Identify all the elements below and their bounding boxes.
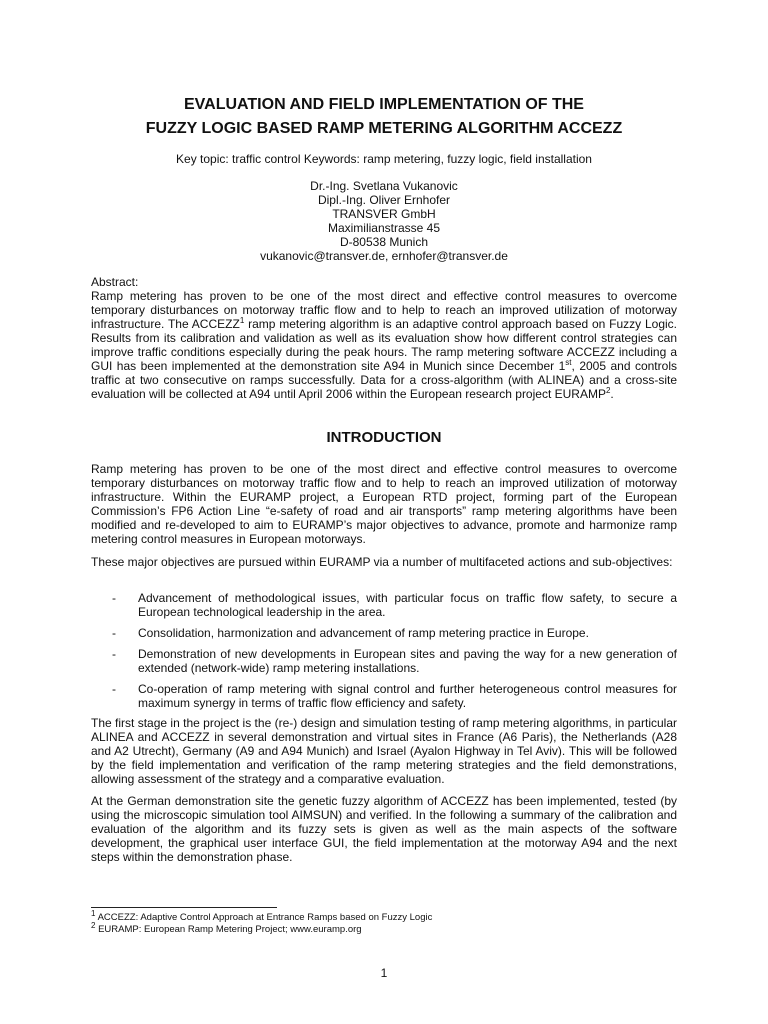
bullet-dash: -: [112, 682, 116, 696]
footnote-ref-1: 1: [239, 316, 245, 325]
intro-paragraph-2: These major objectives are pursued within EURAMP via a number of multifaceted actions and sub-objectives:: [91, 555, 673, 569]
bullet-text: Consolidation, harmonization and advancement of ramp metering practice in Europe.: [138, 626, 589, 640]
author-emails: vukanovic@transver.de, ernhofer@transver.de: [260, 249, 508, 263]
author-name: Dipl.-Ing. Oliver Ernhofer: [317, 193, 451, 207]
ordinal-suffix: st: [565, 358, 572, 367]
bullet-text: Co-operation of ramp metering with signal control and further heterogeneous control measures for maximum synergy in terms of traffic flow efficiency and safety.: [138, 682, 677, 710]
page-number: 1: [380, 966, 388, 980]
footnote-1: $^1$ ACCEZZ: Adaptive Control Approach at Entrance Ramps based on Fuzzy Logic: [91, 908, 433, 923]
bullet-dash: -: [112, 626, 116, 640]
intro-paragraph-4: At the German demonstration site the genetic fuzzy algorithm of ACCEZZ has been implemented, tested (by using the microscopic simulation tool AIMSUN) and verified. In the following a summary of the calibration and evaluation of the algorithm and its fuzzy sets is given as well as the main aspects of the software development, the graphical user interface GUI, the field implementation at the motorway A94 and the next steps within the demonstration phase.: [91, 794, 677, 864]
section-heading-introduction: INTRODUCTION: [326, 429, 442, 446]
footnote-separator: [91, 907, 277, 908]
abstract-label: Abstract:: [91, 275, 139, 289]
footnote-2: $^2$ EURAMP: European Ramp Metering Project; www.euramp.org: [91, 920, 362, 935]
affiliation: TRANSVER GmbH: [332, 207, 436, 221]
intro-paragraph-3: The first stage in the project is the (re-) design and simulation testing of ramp metering algorithms, in particular ALINEA and ACCEZZ in several demonstration and virtual sites in France (A6 Paris), the Netherlands (A28 and A2 Utrecht), Germany (A9 and A94 Munich) and Israel (Ayalon Highway in Tel Aviv). This will be followed by the field implementation and verification of the ramp metering strategies and the field demonstrations, allowing assessment of the strategy and a comparative evaluation.: [91, 716, 677, 786]
bullet-dash: -: [112, 647, 116, 661]
footnote-ref-2: 2: [605, 386, 611, 395]
address-street: Maximilianstrasse 45: [327, 221, 441, 235]
author-name: Dr.-Ing. Svetlana Vukanovic: [310, 179, 458, 193]
abstract-text: Ramp metering has proven to be one of the most direct and effective control measures to overcome temporary disturbances on motorway traffic flow and to help to reach an improved utilization of motorway infrastructure. The ACCEZZ$^1$ ramp metering algorithm is an adaptive control approach based on Fuzzy Logic. Results from its calibration and validation as well as its evaluation show how different control strategies can improve traffic conditions especially during the peak hours. The ramp metering software ACCEZZ including a GUI has been implemented at the demonstration site A94 in Munich since December 1st, 2005 and controls traffic at two consecutive on ramps successfully. Data for a cross-algorithm (with ALINEA) and a cross-site evaluation will be collected at A94 until April 2006 within the European research project EURAMP$^2$.: [91, 289, 678, 401]
author-block: [0, 179, 768, 263]
bullet-text: Advancement of methodological issues, with particular focus on traffic flow safety, to secure a European technological leadership in the area.: [138, 591, 677, 619]
bullet-dash: -: [112, 591, 116, 605]
paper-title-line-1: EVALUATION AND FIELD IMPLEMENTATION OF THE: [184, 96, 584, 113]
intro-paragraph-1: Ramp metering has proven to be one of the most direct and effective control measures to overcome temporary disturbances on motorway traffic flow and to help to reach an improved utilization of motorway infrastructure. Within the EURAMP project, a European RTD project, forming part of the European Commission’s FP6 Action Line “e-safety of road and air transports” ramp metering algorithms have been modified and re-developed to aim to EURAMP’s major objectives to advance, promote and harmonize ramp metering control measures in European motorways.: [91, 462, 677, 546]
address-city: D-80538 Munich: [339, 235, 429, 249]
bullet-text: Demonstration of new developments in European sites and paving the way for a new generation of extended (network-wide) ramp metering installations.: [138, 647, 677, 675]
paper-title-line-2: FUZZY LOGIC BASED RAMP METERING ALGORITHM ACCEZZ: [145, 120, 623, 137]
key-topic-line: Key topic: traffic control Keywords: ramp metering, fuzzy logic, field installation: [176, 152, 592, 166]
